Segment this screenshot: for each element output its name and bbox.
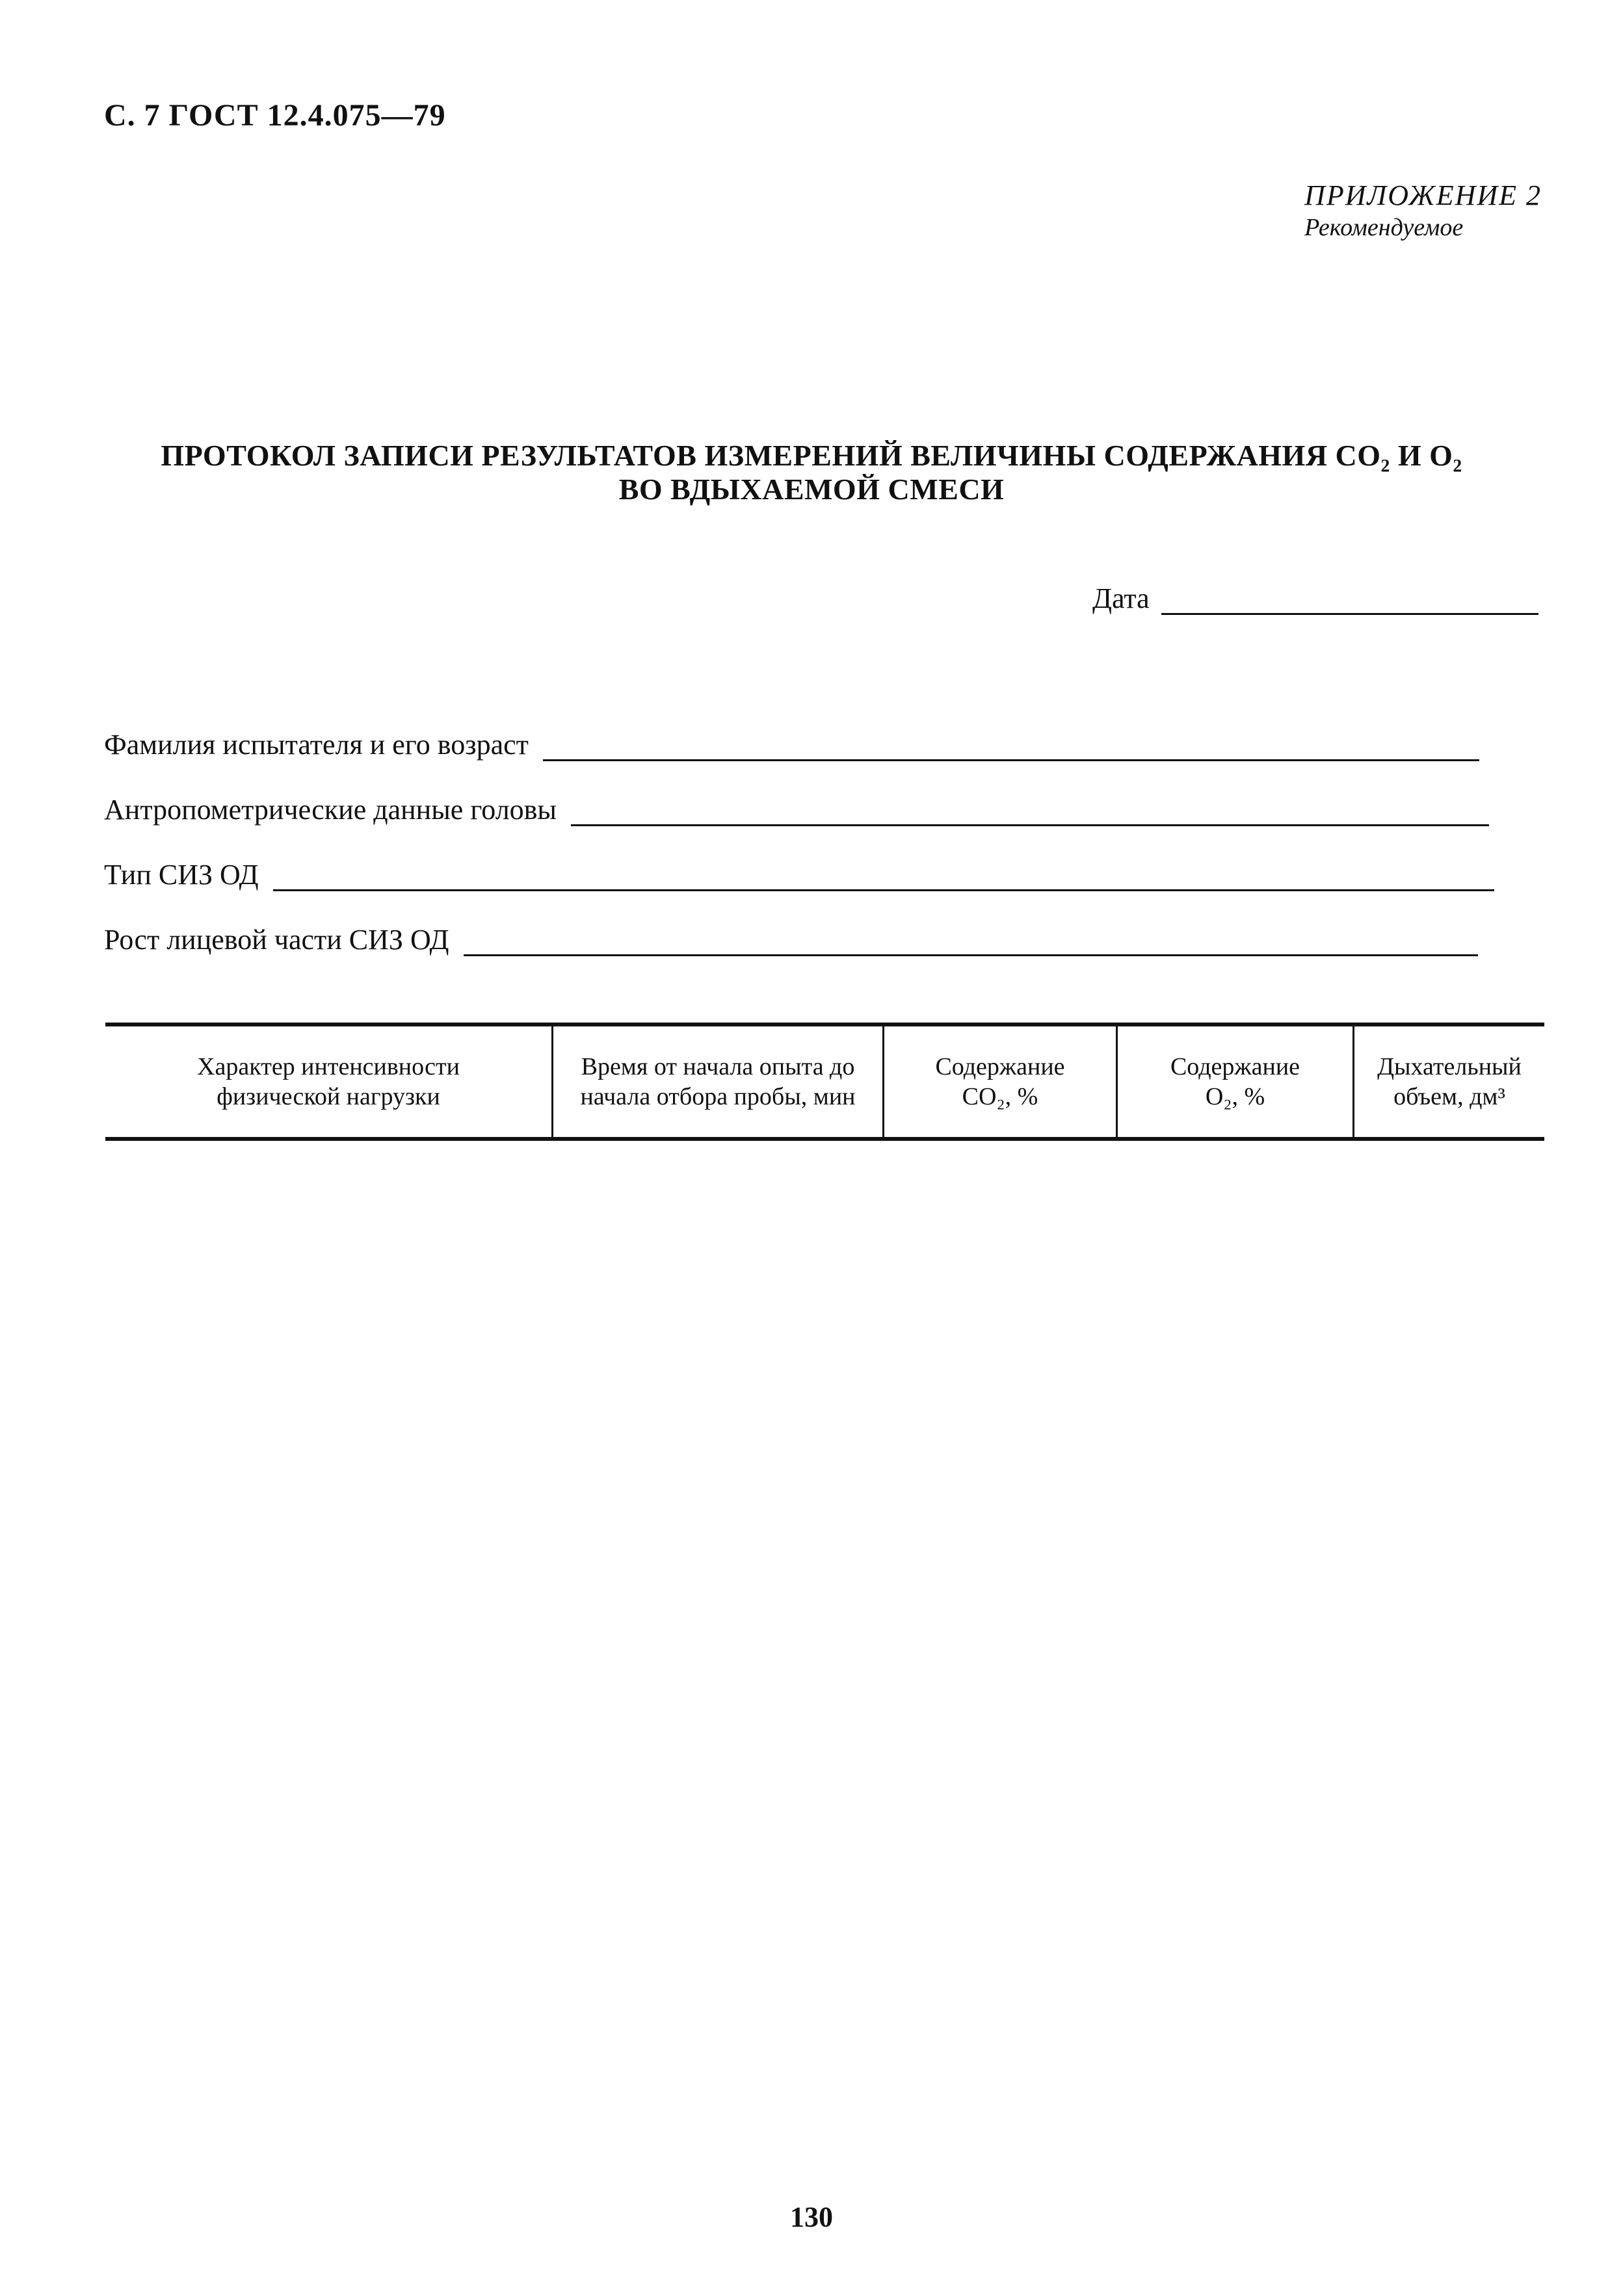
field-head-anthropometry[interactable] — [104, 793, 1489, 826]
column-header-line: Характер интенсивности — [197, 1053, 460, 1080]
column-header-line: физической нагрузки — [217, 1083, 440, 1110]
field-label: Фамилия испытателя и его возраст — [104, 729, 529, 761]
column-header-line: CO₂, % — [962, 1083, 1038, 1110]
column-header-co2 — [884, 1024, 1117, 1139]
date-field[interactable] — [1092, 582, 1538, 615]
title-line-2: ВО ВДЫХАЕМОЙ СМЕСИ — [618, 473, 1005, 506]
date-label: Дата — [1092, 582, 1150, 614]
field-face-part-size[interactable] — [104, 923, 1478, 956]
field-ppe-type[interactable] — [104, 858, 1494, 891]
field-blank-line[interactable] — [543, 735, 1479, 761]
column-header-line: Время от начала опыта до — [581, 1053, 855, 1080]
appendix-status: Рекомендуемое — [1304, 214, 1464, 241]
column-header-line: начала отбора пробы, мин — [580, 1083, 856, 1110]
document-title — [0, 439, 1623, 506]
field-blank-line[interactable] — [273, 865, 1494, 891]
field-label: Тип СИЗ ОД — [104, 859, 259, 891]
results-table — [105, 1023, 1544, 1141]
appendix-label: ПРИЛОЖЕНИЕ 2 — [1304, 179, 1542, 211]
column-header-load — [105, 1024, 553, 1139]
page-header: С. 7 ГОСТ 12.4.075—79 — [104, 98, 446, 133]
title-line-1: ПРОТОКОЛ ЗАПИСИ РЕЗУЛЬТАТОВ ИЗМЕРЕНИЙ ВЕЛИЧИНЫ СОДЕРЖАНИЯ CO₂ И O₂ — [161, 439, 1462, 472]
field-label: Антропометрические данные головы — [104, 794, 557, 826]
column-header-line: Содержание — [1170, 1053, 1300, 1080]
field-blank-line[interactable] — [464, 930, 1478, 956]
column-header-o2 — [1117, 1024, 1354, 1139]
column-header-tidal-volume — [1354, 1024, 1545, 1139]
column-header-line: O₂, % — [1205, 1083, 1265, 1110]
page-number: 130 — [790, 2201, 833, 2233]
date-blank-line[interactable] — [1161, 587, 1538, 615]
column-header-line: объем, дм³ — [1393, 1083, 1505, 1110]
table-header-row — [105, 1024, 1544, 1139]
column-header-time — [553, 1024, 884, 1139]
column-header-line: Дыхательный — [1377, 1053, 1522, 1080]
field-tester-name[interactable] — [104, 728, 1479, 761]
appendix-block — [1304, 179, 1542, 242]
field-blank-line[interactable] — [571, 800, 1489, 826]
field-label: Рост лицевой части СИЗ ОД — [104, 924, 449, 956]
column-header-line: Содержание — [935, 1053, 1065, 1080]
